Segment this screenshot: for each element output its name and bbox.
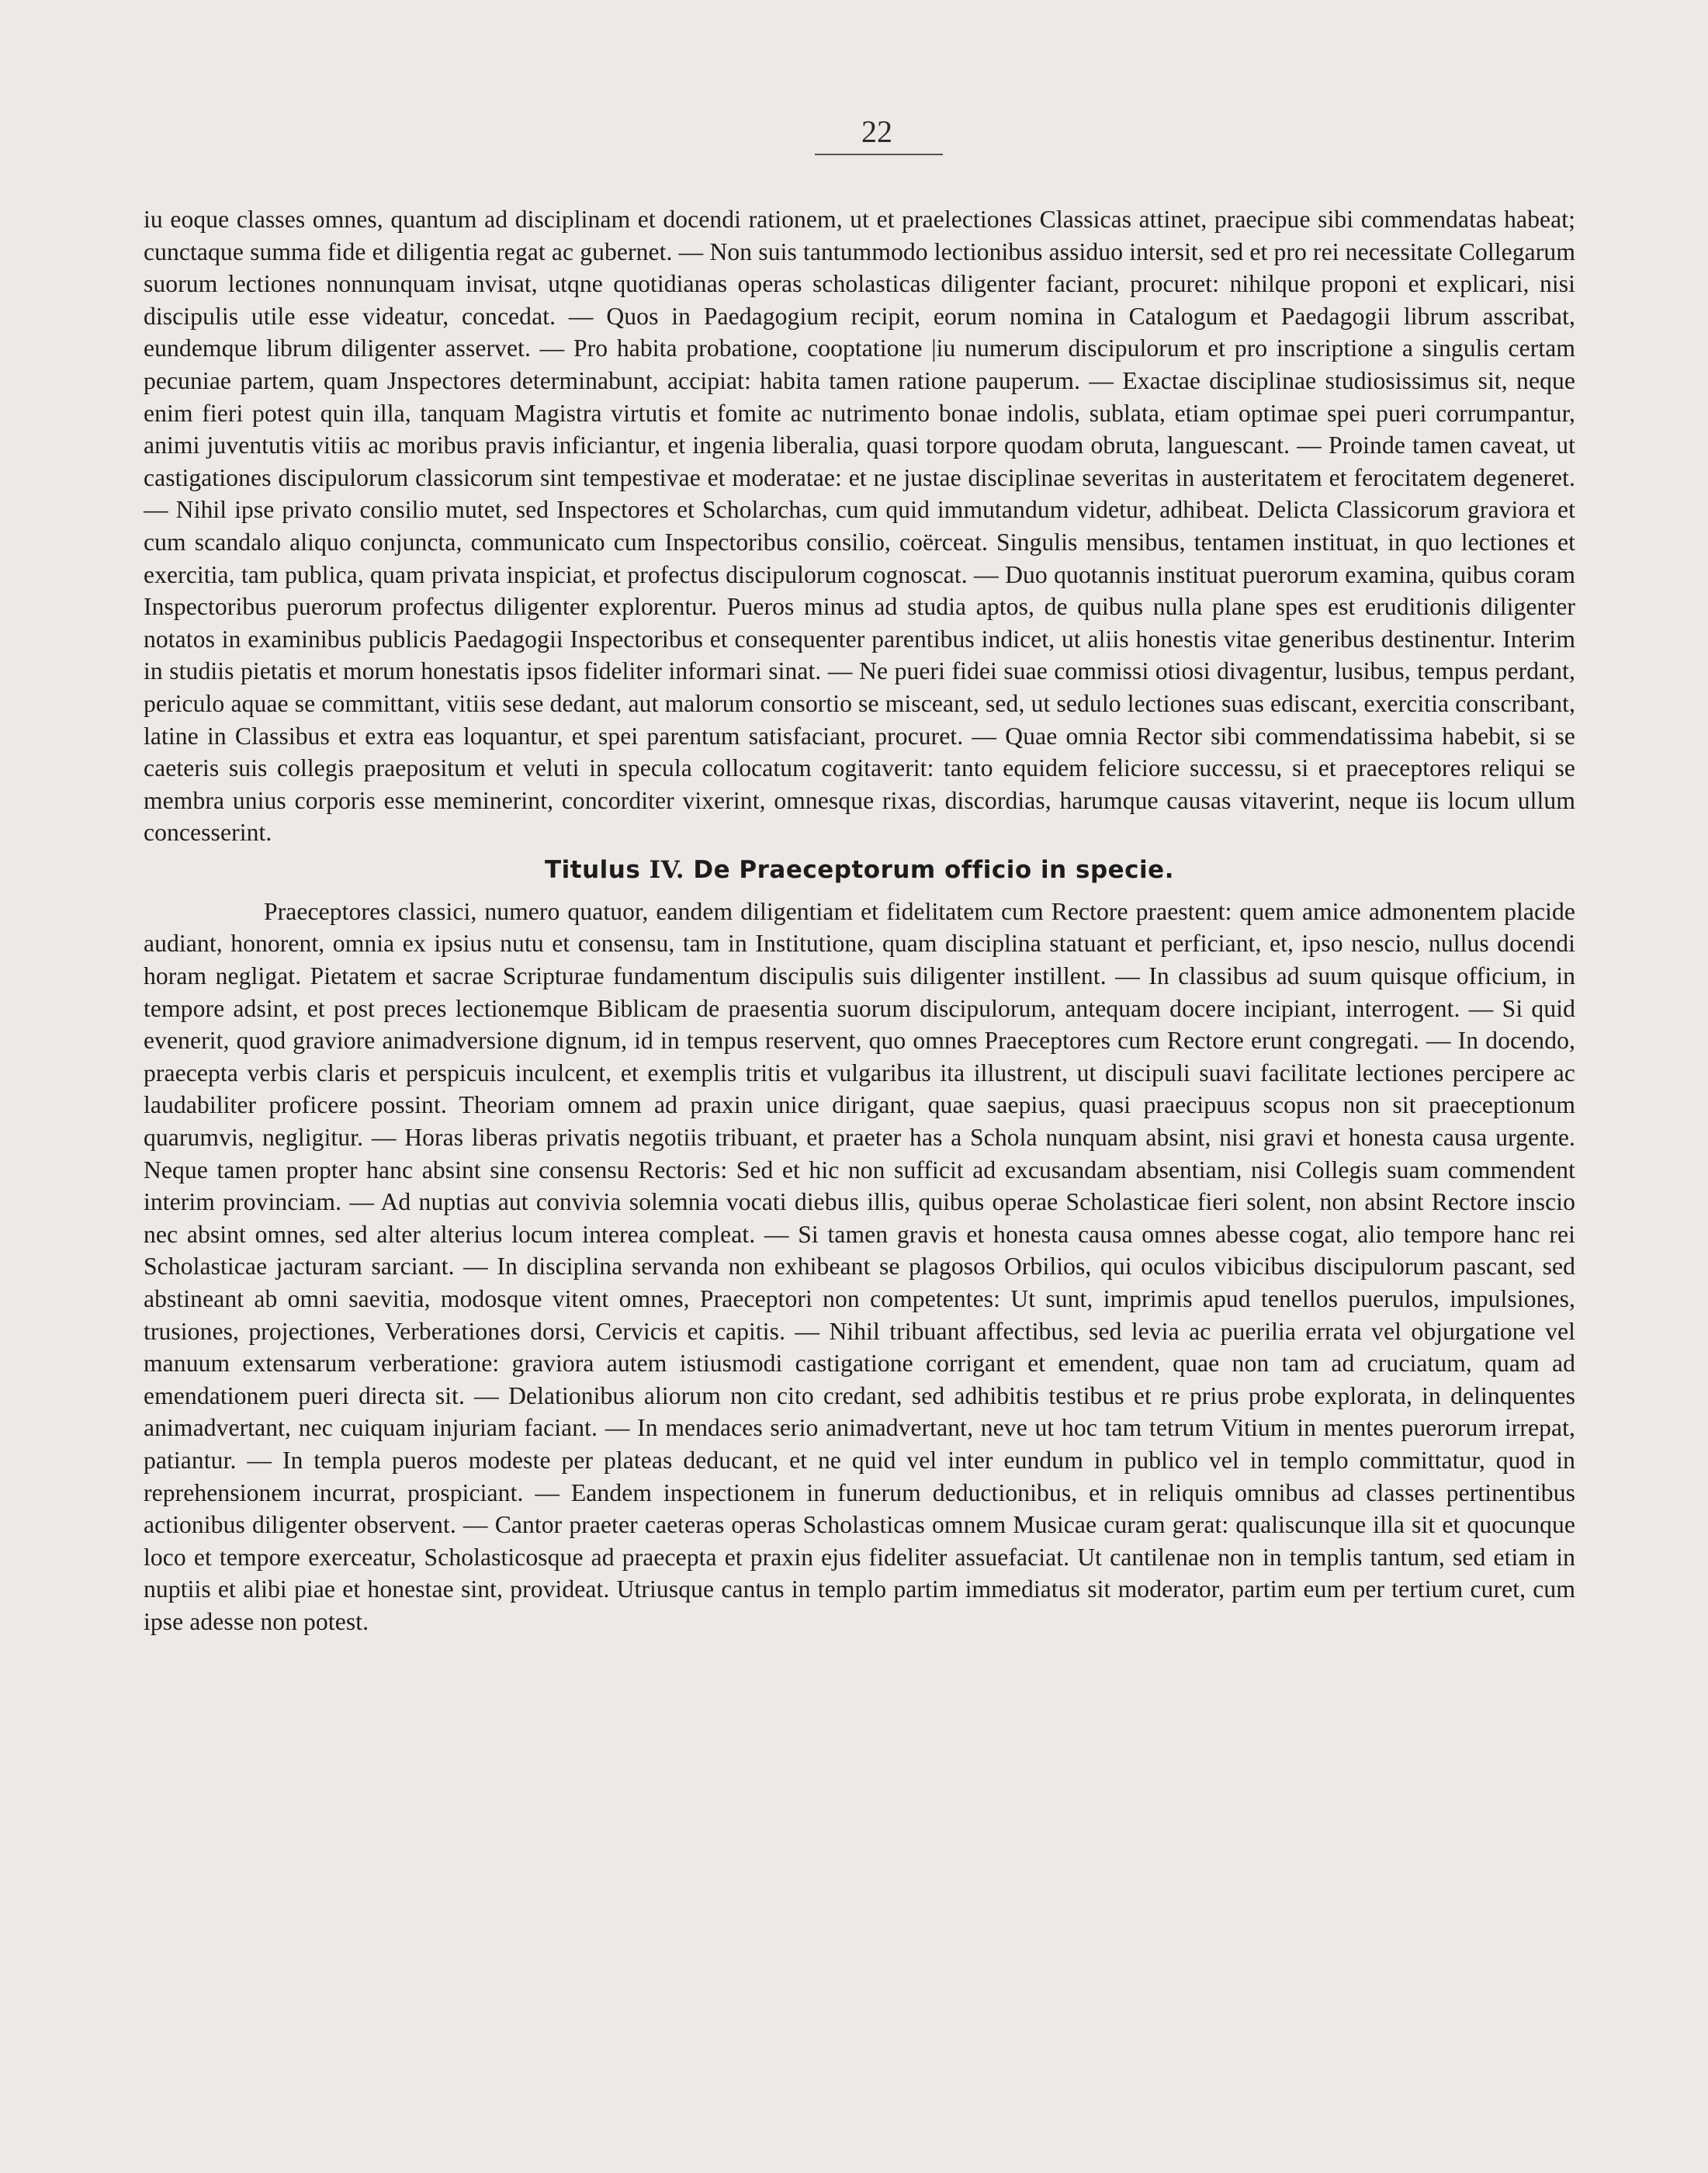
section-heading-prefix: Titulus [545, 855, 641, 884]
document-body [144, 203, 1575, 1638]
praeceptores-duties-paragraph: Praeceptores classici, numero quatuor, eandem diligentiam et fidelitatem cum Rectore praestent: quem amice admonentem placide audiant, honorent, omnia ex ipsius nutu et consensu, tam in Institutione, quam disciplina statuant et perficiant, et, ipso nescio, nullus docendi horam negligat. Pietatem et sacrae Scripturae fundamentum discipulis suis diligenter instillent. — In classibus ad suum quisque officium, in tempore adsint, et post preces lectionemque Biblicam de praesentia suorum discipulorum, antequam docere incipiant, interrogent. — Si quid evenerit, quod graviore animadversione dignum, id in tempus reservent, quo omnes Praeceptores cum Rectore erunt congregati. — In docendo, praecepta verbis claris et perspicuis inculcent, et exemplis tritis et vulgaribus ita illustrent, ut discipuli suavi facilitate lectiones percipere ac laudabiliter proficere possint. Theoriam omnem ad praxin unice dirigant, quae saepius, quasi praecipuus scopus non sit praeceptionum quarumvis, negligitur. — Horas liberas privatis negotiis tribuant, et praeter has a Schola nunquam absint, nisi gravi et honesta causa urgente. Neque tamen propter hanc absint sine consensu Rectoris: Sed et hic non sufficit ad excusandam absentiam, nisi Collegis suam commendent interim provinciam. — Ad nuptias aut convivia solemnia vocati diebus illis, quibus operae Scholasticae fieri solent, non absint Rectore inscio nec absint omnes, sed alter alterius locum interea compleat. — Si tamen gravis et honesta causa omnes abesse cogat, alio tempore hanc rei Scholasticae jacturam sarciant. — In disciplina servanda non exhibeant se plagosos Orbilios, qui oculos vibicibus discipulorum pascant, sed abstineant ab omni saevitia, modosque vitent omnes, Praeceptori non competentes: Ut sunt, imprimis apud tenellos puerulos, impulsiones, trusiones, projectiones, Verberationes dorsi, Cervicis et capitis. — Nihil tribuant affectibus, sed levia ac puerilia errata vel objurgatione vel manuum extensarum verberatione: graviora autem istiusmodi castigatione corrigant et emendent, quae non tam ad cruciatum, quam ad emendationem pueri directa sit. — Delationibus aliorum non cito credant, sed adhibitis testibus et re prius probe explorata, in delinquentes animadvertant, nec cuiquam injuriam faciant. — In mendaces serio animadvertant, neve ut hoc tam tetrum Vitium in mentes puerorum irrepat, patiantur. — In templa pueros modeste per plateas deducant, et ne quid vel inter eundum in publico vel in templo committatur, quod in reprehensionem incurrat, prospiciant. — Eandem inspectionem in funerum deductionibus, et in reliquis omnibus ad classes pertinentibus actionibus diligenter observent. — Cantor praeter caeteras operas Scholasticas omnem Musicae curam gerat: qualiscunque illa sit et quocunque loco et tempore exerceatur, Scholasticosque ad praecepta et praxin ejus fideliter assuefaciat. Ut cantilenae non in templis tantum, sed etiam in nuptiis et alibi piae et honestae sint, provideat. Utriusque cantus in templo partim immediatus sit moderator, partim eum per tertium curet, cum ipse adesse non potest. [144, 897, 1575, 1635]
page-number: 22 [861, 114, 892, 149]
page-number-rule [815, 154, 943, 155]
section-heading-numeral: IV. [649, 855, 685, 884]
section-heading [144, 851, 1575, 889]
rector-duties-paragraph: iu eoque classes omnes, quantum ad disciplinam et docendi rationem, ut et praelectiones Classicas attinet, praecipue sibi commendatas habeat; cunctaque summa fide et diligentia regat ac gubernet. — Non suis tantummodo lectionibus assiduo intersit, sed et pro rei necessitate Collegarum suorum lectiones nonnunquam invisat, utqne quotidianas operas scholasticas diligenter faciant, procuret: nihilque proponi et explicari, nisi discipulis utile esse videatur, concedat. — Quos in Paedagogium recipit, eorum nomina in Catalogum et Paedagogii librum asscribat, eundemque librum diligenter asservet. — Pro habita probatione, cooptatione |iu numerum discipulorum et pro inscriptione a singulis certam pecuniae partem, quam Jnspectores determinabunt, accipiat: habita tamen ratione pauperum. — Exactae disciplinae studiosissimus sit, neque enim fieri potest quin illa, tanquam Magistra virtutis et fomite ac nutrimento bonae indolis, sublata, etiam optimae spei pueri corrumpantur, animi juventutis vitiis ac moribus pravis inficiantur, et ingenia liberalia, quasi torpore quodam obruta, languescant. — Proinde tamen caveat, ut castigationes discipulorum classicorum sint tempestivae et moderatae: et ne justae disciplinae severitas in austeritatem et ferocitatem degeneret. — Nihil ipse privato consilio mutet, sed Inspectores et Scholarchas, cum quid immutandum videtur, adhibeat. Delicta Classicorum graviora et cum scandalo aliquo conjuncta, communicato cum Inspectoribus consilio, coërceat. Singulis mensibus, tentamen instituat, in quo lectiones et exercitia, tam publica, quam privata inspiciat, et profectus discipulorum cognoscat. — Duo quotannis instituat puerorum examina, quibus coram Inspectoribus puerorum profectus diligenter explorentur. Pueros minus ad studia aptos, de quibus nulla plane spes est eruditionis diligenter notatos in examinibus publicis Paedagogii Inspectoribus et consequenter parentibus indicet, ut aliis honestis vitae generibus destinentur. Interim in studiis pietatis et morum honestatis ipsos fideliter informari sinat. — Ne pueri fidei suae commissi otiosi divagentur, lusibus, tempus perdant, periculo aquae se committant, vitiis sese dedant, aut malorum consortio se misceant, sed, ut sedulo lectiones suas ediscant, exercitia conscribant, latine in Classibus et extra eas loquantur, et spei parentum satisfaciant, procuret. — Quae omnia Rector sibi commendatissima habebit, si se caeteris suis collegis praepositum et veluti in specula collocatum cogitaverit: tanto equidem feliciore successu, si et praeceptores reliqui se membra unius corporis esse meminerint, concorditer vixerint, omnesque rixas, discordias, harumque causas vitaverint, neque iis locum ullum concesserint. [144, 206, 1575, 847]
section-heading-title: De Praeceptorum officio in specie. [693, 855, 1174, 884]
